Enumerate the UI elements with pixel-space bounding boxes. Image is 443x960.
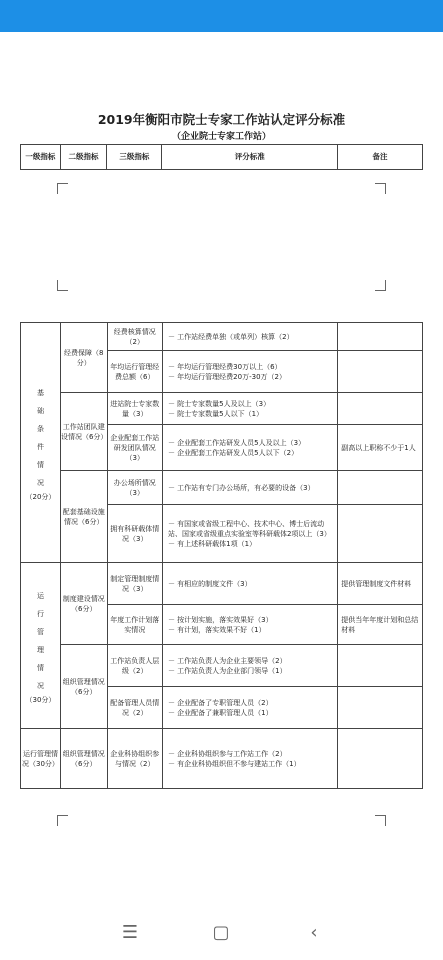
header-notes: 备注 (337, 145, 422, 170)
navigation-bar (0, 915, 443, 951)
crop-mark (57, 815, 68, 826)
level3-cell: 拥有科研载体情况（3） (107, 505, 162, 563)
level2-cell: 经费保障（8分） (60, 323, 107, 393)
criteria-cell: － 有国家或省级工程中心、技术中心、博士后流动站、国家或省级重点实验室等科研载体2项以上（3） － 有上述科研载体1项（1） (162, 505, 337, 563)
note-cell (338, 323, 423, 351)
header-criteria: 评分标准 (162, 145, 337, 170)
criteria-cell: － 工作站有专门办公场所，有必要的设备（3） (162, 471, 337, 505)
note-cell (338, 729, 423, 789)
level3-cell: 配备管理人员情况（2） (107, 687, 162, 729)
home-square-icon[interactable]: ▢ (212, 922, 230, 943)
level2-cell: 制度建设情况（6分） (60, 563, 107, 645)
level1-basic-conditions: 基础条件情况 （20分） (21, 323, 61, 563)
criteria-cell: － 年均运行管理经费30万以上（6） － 年均运行管理经费20万-30万（2） (162, 351, 337, 393)
criteria-cell: － 企业科协组织参与工作站工作（2） － 有企业科协组织但不参与建站工作（1） (162, 729, 337, 789)
document-title: 2019年衡阳市院士专家工作站认定评分标准 (97, 112, 346, 127)
level3-cell: 年均运行管理经费总额（6） (107, 351, 162, 393)
level2-cell: 组织管理情况（6分） (60, 645, 107, 729)
note-cell (338, 393, 423, 425)
criteria-cell: － 企业配备了专职管理人员（2） － 企业配备了兼职管理人员（1） (162, 687, 337, 729)
header-level1: 一级指标 (21, 145, 61, 170)
note-cell (338, 471, 423, 505)
criteria-cell: － 院士专家数量5人及以上（3） － 院士专家数量5人以下（1） (162, 393, 337, 425)
level3-cell: 企业科协组织参与情况（2） (107, 729, 162, 789)
scoring-table (20, 322, 423, 789)
level2-cell: 组织管理情况（6分） (60, 729, 107, 789)
status-bar (0, 0, 443, 32)
header-level3: 三级指标 (107, 145, 162, 170)
note-cell (338, 351, 423, 393)
criteria-cell: － 工作站负责人为企业主要领导（2） － 工作站负责人为企业部门领导（1） (162, 645, 337, 687)
header-table (20, 144, 423, 170)
note-cell (338, 505, 423, 563)
level3-cell: 企业配套工作站研发团队情况（3） (107, 425, 162, 471)
note-cell: 提供当年年度计划和总结材料 (338, 605, 423, 645)
header-level2: 二级指标 (60, 145, 107, 170)
document-subtitle: （企业院士专家工作站） (171, 132, 271, 142)
level2-cell: 工作站团队建设情况（6分） (60, 393, 107, 471)
level1-operations: 运行管理情况 （30分） (21, 563, 61, 729)
level3-cell: 经费核算情况（2） (107, 323, 162, 351)
crop-mark (375, 280, 386, 291)
note-cell: 提供管理制度文件材料 (338, 563, 423, 605)
crop-mark (57, 183, 68, 194)
criteria-cell: － 企业配套工作站研发人员5人及以上（3） － 企业配套工作站研发人员5人以下（2） (162, 425, 337, 471)
level1-operations-2: 运行管理情况（30分） (21, 729, 61, 789)
criteria-cell: － 按计划实施，落实效果好（3） － 有计划，落实效果不好（1） (162, 605, 337, 645)
note-cell: 副高以上职称不少于1人 (338, 425, 423, 471)
note-cell (338, 645, 423, 687)
level3-cell: 工作站负责人层级（2） (107, 645, 162, 687)
crop-mark (57, 280, 68, 291)
criteria-cell: － 有相应的制度文件（3） (162, 563, 337, 605)
back-chevron-icon[interactable]: ‹ (310, 922, 318, 943)
note-cell (338, 687, 423, 729)
level3-cell: 制定管理制度情况（3） (107, 563, 162, 605)
criteria-cell: － 工作站经费单独（或单列）核算（2） (162, 323, 337, 351)
level3-cell: 进站院士专家数量（3） (107, 393, 162, 425)
crop-mark (375, 815, 386, 826)
menu-icon[interactable]: ☰ (121, 922, 139, 943)
crop-mark (375, 183, 386, 194)
level2-cell: 配套基础设施情况（6分） (60, 471, 107, 563)
level3-cell: 年度工作计划落实情况 (107, 605, 162, 645)
level3-cell: 办公场所情况（3） (107, 471, 162, 505)
